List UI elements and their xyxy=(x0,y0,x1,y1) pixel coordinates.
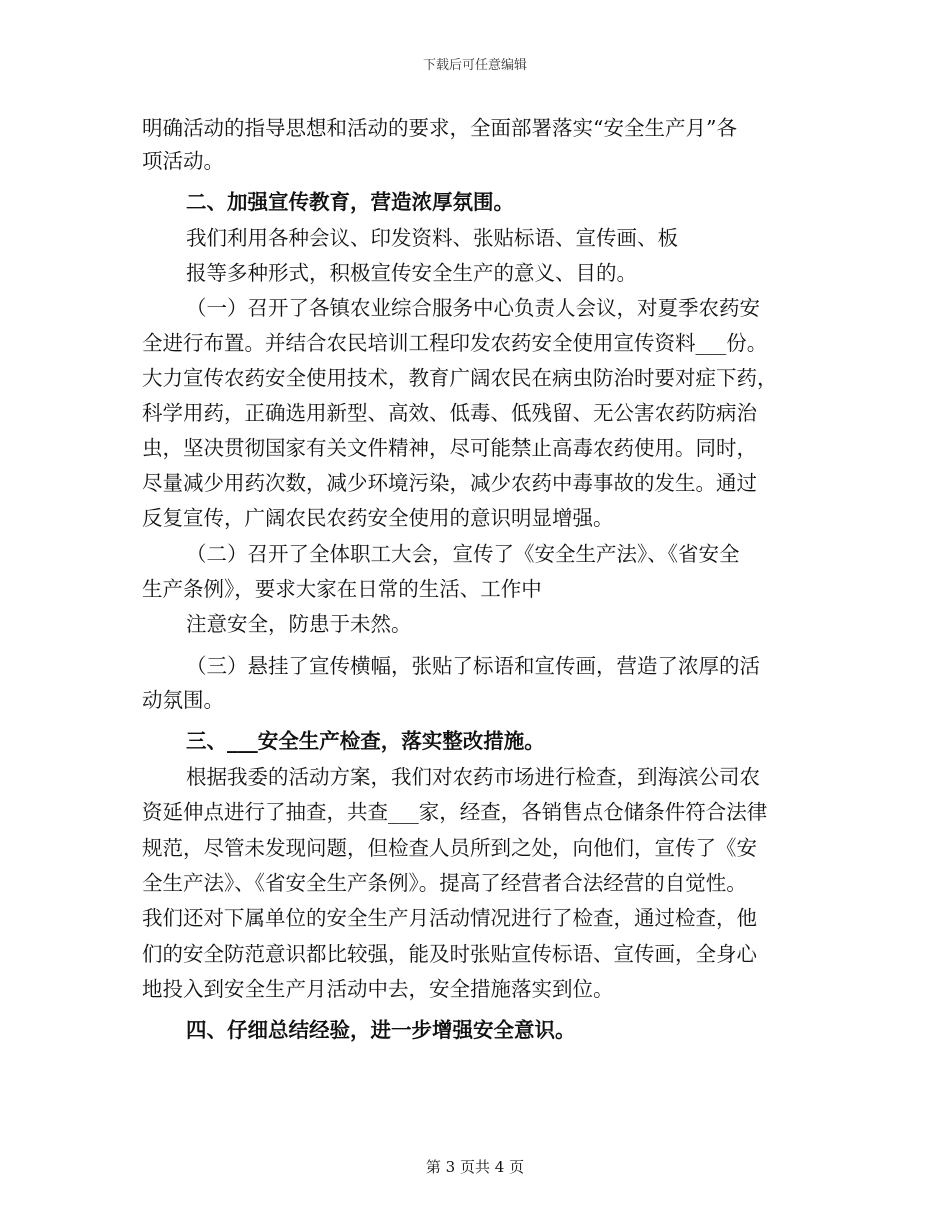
body-line: 们的安全防范意识都比较强，能及时张贴宣传标语、宣传画，全身心 xyxy=(142,942,757,966)
body-line: 反复宣传，广阔农民农药安全使用的意识明显增强。 xyxy=(142,506,614,530)
section-heading: 三、___安全生产检查，落实整改措施。 xyxy=(186,729,545,753)
body-line: 全进行布置。并结合农民培训工程印发农药安全使用宣传资料___份。 xyxy=(142,331,768,355)
body-line: 虫，坚决贯彻国家有关文件精神，尽可能禁止高毒农药使用。同时， xyxy=(142,436,757,460)
page-footer: 第 3 页共 4 页 xyxy=(425,1158,525,1176)
body-line: 科学用药，正确选用新型、高效、低毒、低残留、无公害农药防病治 xyxy=(142,401,757,425)
body-line: （二）召开了全体职工大会，宣传了《安全生产法》、《省安全 xyxy=(186,542,740,566)
body-line: （三）悬挂了宣传横幅，张贴了标语和宣传画，营造了浓厚的活 xyxy=(186,654,760,678)
section-heading: 二、加强宣传教育，营造浓厚氛围。 xyxy=(186,190,514,214)
body-line: 尽量减少用药次数，减少环境污染，减少农药中毒事故的发生。通过 xyxy=(142,471,757,495)
body-line: 明确活动的指导思想和活动的要求，全面部署落实“安全生产月”各 xyxy=(142,116,737,140)
body-line: （一）召开了各镇农业综合服务中心负责人会议，对夏季农药安 xyxy=(186,296,760,320)
body-line: 我们还对下属单位的安全生产月活动情况进行了检查，通过检查，他 xyxy=(142,906,757,930)
body-line: 地投入到安全生产月活动中去，安全措施落实到位。 xyxy=(142,977,614,1001)
section-heading: 四、仔细总结经验，进一步增强安全意识。 xyxy=(186,1018,576,1042)
body-line: 动氛围。 xyxy=(142,688,224,712)
body-line: 根据我委的活动方案，我们对农药市场进行检查，到海滨公司农 xyxy=(186,765,760,789)
body-line: 资延伸点进行了抽查，共查___家，经查，各销售点仓储条件符合法律 xyxy=(142,800,768,824)
page-header: 下载后可任意编辑 xyxy=(422,58,527,73)
body-line: 全生产法》、《省安全生产条例》。提高了经营者合法经营的自觉性。 xyxy=(142,871,747,895)
body-line: 生产条例》，要求大家在日常的生活、工作中 xyxy=(142,577,542,601)
body-line: 注意安全，防患于未然。 xyxy=(186,612,412,636)
body-line: 我们利用各种会议、印发资料、张贴标语、宣传画、板 xyxy=(186,226,678,250)
body-line: 规范，尽管未发现问题，但检查人员所到之处，向他们，宣传了《安 xyxy=(142,836,757,860)
body-line: 大力宣传农药安全使用技术，教育广阔农民在病虫防治时要对症下药， xyxy=(142,366,778,390)
body-line: 项活动。 xyxy=(142,149,224,173)
body-line: 报等多种形式，积极宣传安全生产的意义、目的。 xyxy=(186,261,637,285)
